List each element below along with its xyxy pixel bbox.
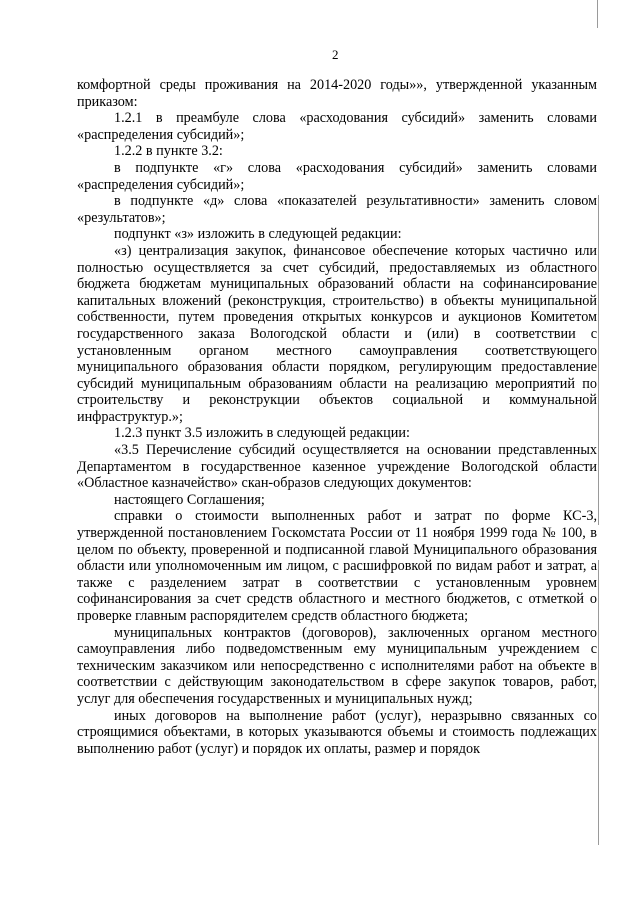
paragraph-ks3: справки о стоимости выполненных работ и затрат по форме КС-3, утвержденной постановлением Госкомстата России от 11 ноября 1999 года № 100, в целом по объекту, проверенной и подписанной главой Муниципального образования области или уполномоченным им лицом, с расшифровкой по видам работ и затрат, а также с разделением затрат в соответствии с установленным уровнем софинансирования за счет средств областного и местного бюджетов, с отметкой о проверке главным распорядителем средств областного бюджета;	[77, 508, 597, 624]
paragraph-agreement: настоящего Соглашения;	[114, 491, 265, 508]
paragraph-subitem-z-text: «з) централизация закупок, финансовое обеспечение которых частично или полностью осуществляется за счет субсидий, предоставляемых из областного бюджета бюджетам муниципальных образований области на софинансирование капитальных вложений (реконструкция, строительство) в объекты муниципальной собственности, путем проведения открытых конкурсов и аукционов Комитетом государственного заказа Вологодской области и (или) в соответствии с установленным органом местного самоуправления соответствующего муниципального образования области порядком, регулирующим предоставление субсидий муниципальным образованиям области на реализацию мероприятий по строительству и реконструкции объектов социальной и коммунальной инфраструктур.»;	[77, 242, 597, 425]
scan-edge-line-top	[597, 0, 598, 28]
paragraph-subitem-g: в подпункте «г» слова «расходования субсидий» заменить словами «распределения субсидий»;	[77, 159, 597, 193]
paragraph-intro: комфортной среды проживания на 2014-2020 годы»», утвержденной указанным приказом:	[77, 77, 597, 110]
paragraph-1-2-3: 1.2.3 пункт 3.5 изложить в следующей редакции:	[114, 425, 410, 442]
paragraph-1-2-1: 1.2.1 в преамбуле слова «расходования субсидий» заменить словами «распределения субсидий»;	[77, 110, 597, 143]
paragraph-3-5: «3.5 Перечисление субсидий осуществляется на основании представленных Департаментом в государственное казенное учреждение Вологодской области «Областное казначейство» скан-образов следующих документов:	[77, 442, 597, 492]
document-body	[77, 77, 597, 757]
paragraph-1-2-2: 1.2.2 в пункте 3.2:	[114, 143, 223, 160]
page-number: 2	[332, 47, 339, 62]
scan-edge-line-middle	[598, 195, 599, 525]
paragraph-other-contracts: иных договоров на выполнение работ (услуг), неразрывно связанных со строящимися объектами, в которых указываются объемы и стоимость подлежащих выполнению работ (услуг) и порядок их оплаты, размер и порядок	[77, 707, 597, 757]
paragraph-subitem-d: в подпункте «д» слова «показателей результативности» заменить словом «результатов»;	[77, 193, 597, 226]
paragraph-subitem-z-intro: подпункт «з» изложить в следующей редакции:	[114, 226, 402, 243]
paragraph-contracts: муниципальных контрактов (договоров), заключенных органом местного самоуправления либо подведомственным ему муниципальным учреждением с техническим заказчиком или непосредственно с исполнителями работ на объекте в соответствии с действующим законодательством в сфере закупок товаров, работ, услуг для обеспечения государственных и муниципальных нужд;	[77, 624, 597, 707]
scan-edge-line-bottom	[598, 560, 599, 845]
